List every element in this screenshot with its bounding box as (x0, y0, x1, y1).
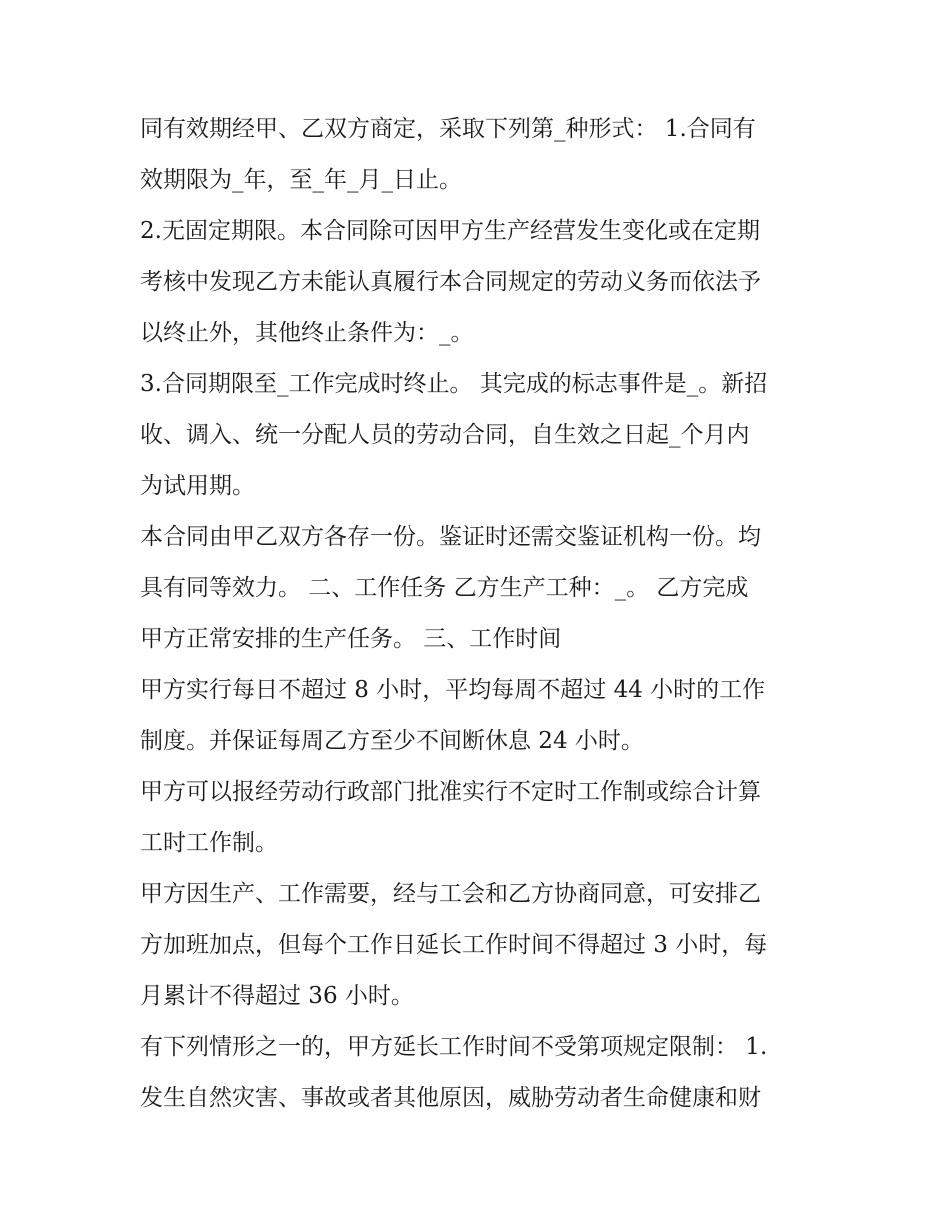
text-line: 为试用期。 (140, 473, 255, 499)
text-line: 考核中发现乙方未能认真履行本合同规定的劳动义务而依法予 (140, 269, 761, 295)
text-line: 收、调入、统一分配人员的劳动合同，自生效之日起_个月内 (140, 422, 750, 448)
text-line: 月累计不得超过 36 小时。 (140, 983, 414, 1009)
text-line: 有下列情形之一的，甲方延长工作时间不受第项规定限制： 1. (140, 1034, 768, 1060)
text-line: 同有效期经甲、乙双方商定，采取下列第_种形式： 1.合同有 (140, 116, 756, 142)
text-line: 发生自然灾害、事故或者其他原因，威胁劳动者生命健康和财 (140, 1085, 761, 1111)
text-line: 以终止外，其他终止条件为：_。 (140, 320, 474, 346)
text-line: 甲方正常安排的生产任务。 三、工作时间 (140, 626, 562, 652)
text-line: 甲方实行每日不超过 8 小时，平均每周不超过 44 小时的工作 (140, 677, 766, 703)
text-line: 效期限为_年，至_年_月_日止。 (140, 167, 462, 193)
text-line: 2.无固定期限。本合同除可因甲方生产经营发生变化或在定期 (140, 218, 760, 244)
text-line: 制度。并保证每周乙方至少不间断休息 24 小时。 (140, 728, 644, 754)
contract-text (140, 104, 830, 1124)
text-line: 甲方因生产、工作需要，经与工会和乙方协商同意，可安排乙 (140, 881, 761, 907)
text-line: 工时工作制。 (140, 830, 278, 856)
text-line: 具有同等效力。 二、工作任务 乙方生产工种：_。 乙方完成 (140, 575, 749, 601)
text-line: 甲方可以报经劳动行政部门批准实行不定时工作制或综合计算 (140, 779, 761, 805)
text-line: 3.合同期限至_工作完成时终止。 其完成的标志事件是_。新招 (140, 371, 768, 397)
text-line: 本合同由甲乙双方各存一份。鉴证时还需交鉴证机构一份。均 (140, 524, 761, 550)
text-line: 方加班加点，但每个工作日延长工作时间不得超过 3 小时，每 (140, 932, 768, 958)
